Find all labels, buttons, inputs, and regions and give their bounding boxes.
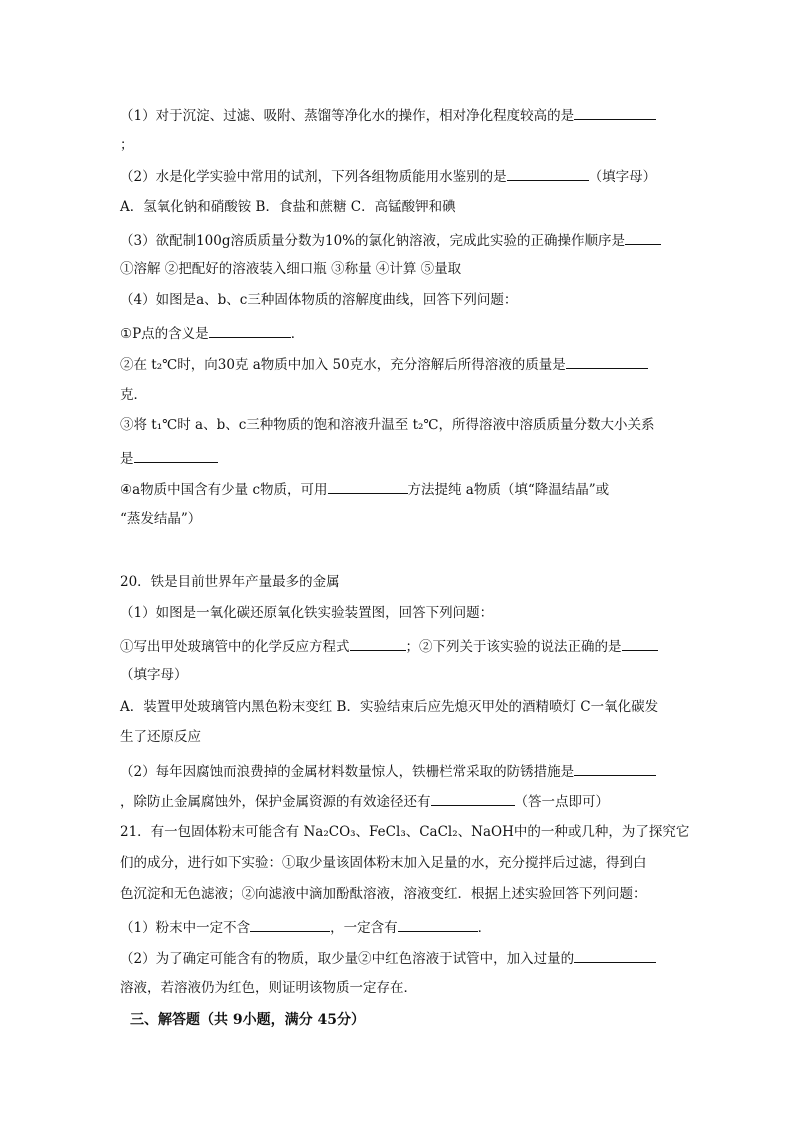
q19-part4-4 xyxy=(120,479,609,499)
q20-part1-a-mid: ；②下列关于该实验的说法正确的是 xyxy=(405,639,622,655)
answer-blank[interactable] xyxy=(250,917,330,932)
answer-blank[interactable] xyxy=(574,948,656,963)
q20-part1-a-text: ①写出甲处玻璃管中的化学反应方程式 xyxy=(120,639,350,655)
q20-part1: （1）如图是一氧化碳还原氧化铁实验装置图，回答下列问题： xyxy=(120,605,494,621)
q19-part2-suffix: （填字母） xyxy=(588,169,657,185)
q19-part4-2-end: 克． xyxy=(120,387,147,403)
q20-part2-text: （2）每年因腐蚀而浪费掉的金属材料数量惊人，铁栅栏常采取的防锈措施是 xyxy=(120,764,575,780)
q21-line2: 们的成分，进行如下实验：①取少量该固体粉末加入足量的水，充分搅拌后过滤，得到白 xyxy=(120,855,647,871)
q19-part4-4-text: ④a物质中国含有少量 c物质，可用 xyxy=(120,482,328,498)
q21-part2-end: 溶液，若溶液仍为红色，则证明该物质一定存在． xyxy=(120,980,417,996)
q20-part1-options-cont: 生了还原反应 xyxy=(120,729,201,745)
q19-part2-text: （2）水是化学实验中常用的试剂，下列各组物质能用水鉴别的是 xyxy=(120,169,507,185)
q21-part2 xyxy=(120,948,656,968)
answer-blank[interactable] xyxy=(209,323,291,338)
answer-blank[interactable] xyxy=(134,448,218,463)
q19-part4-2 xyxy=(120,354,648,374)
q19-part2-options: A．氢氧化钠和硝酸铵 B．食盐和蔗糖 C．高锰酸钾和碘 xyxy=(120,199,456,215)
answer-blank[interactable] xyxy=(350,636,406,651)
q20-part1-options: A．装置甲处玻璃管内黑色粉末变红 B．实验结束后应先熄灭甲处的酒精喷灯 C一氧化碳发 xyxy=(120,699,659,715)
q19-part1 xyxy=(120,105,656,125)
q19-part4-3-cont xyxy=(120,448,218,468)
q20-part1-a-end: （填字母） xyxy=(120,667,188,683)
answer-blank[interactable] xyxy=(566,354,648,369)
q21-part1-mid: ，一定含有 xyxy=(330,920,398,936)
q19-part4-1-suffix: ． xyxy=(290,326,305,342)
q21-part2-text: （2）为了确定可能含有的物质，取少量②中红色溶液于试管中，加入过量的 xyxy=(120,951,575,967)
answer-blank[interactable] xyxy=(328,479,408,494)
q20-part2-cont-text: ，除防止金属腐蚀外，保护金属资源的有效途径还有 xyxy=(120,794,431,810)
q19-part4-4-suffix: 方法提纯 a物质（填“降温结晶”或 xyxy=(407,482,610,498)
q21-part1 xyxy=(120,917,491,937)
q20-part2 xyxy=(120,761,656,781)
q20-part2-cont xyxy=(120,791,609,811)
q19-part4-3-cont-text: 是 xyxy=(120,451,134,467)
q20-part2-end: （答一点即可） xyxy=(514,794,609,810)
q19-part1-end: ； xyxy=(120,137,134,153)
q20-part1-a xyxy=(120,636,658,656)
q19-part4-1-text: ①P点的含义是 xyxy=(120,326,209,342)
q19-part1-text: （1）对于沉淀、过滤、吸附、蒸馏等净化水的操作，相对净化程度较高的是 xyxy=(120,108,575,124)
q19-part3 xyxy=(120,230,661,250)
answer-blank[interactable] xyxy=(622,636,658,651)
q19-part4-1 xyxy=(120,323,304,343)
q21-line3: 色沉淀和无色滤液；②向滤液中滴加酚酞溶液，溶液变红．根据上述实验回答下列问题： xyxy=(120,886,647,902)
answer-blank[interactable] xyxy=(574,105,656,120)
q21-part1-text: （1）粉末中一定不含 xyxy=(120,920,251,936)
answer-blank[interactable] xyxy=(398,917,478,932)
q19-part4-4-end: “蒸发结晶”） xyxy=(120,511,202,527)
answer-blank[interactable] xyxy=(625,230,661,245)
q21-part1-end: ． xyxy=(477,920,492,936)
answer-blank[interactable] xyxy=(574,761,656,776)
section-heading: 三、解答题（共 9小题，满分 45分） xyxy=(130,1012,365,1028)
answer-blank[interactable] xyxy=(431,791,515,806)
q20-title: 20．铁是目前世界年产量最多的金属 xyxy=(120,574,340,590)
q19-part4-3: ③将 t₁℃时 a、b、c三种物质的饱和溶液升温至 t₂℃，所得溶液中溶质质量分数大小关系 xyxy=(120,417,655,433)
q19-part2 xyxy=(120,166,656,186)
q19-part4-2-text: ②在 t₂℃时，向30克 a物质中加入 50克水，充分溶解后所得溶液的质量是 xyxy=(120,357,566,373)
answer-blank[interactable] xyxy=(507,166,589,181)
q19-part4: （4）如图是a、b、c三种固体物质的溶解度曲线，回答下列问题： xyxy=(120,292,518,308)
q19-part3-options: ①溶解 ②把配好的溶液装入细口瓶 ③称量 ④计算 ⑤量取 xyxy=(120,261,462,277)
q19-part3-text: （3）欲配制100g溶质质量分数为10%的氯化钠溶液，完成此实验的正确操作顺序是 xyxy=(120,233,626,249)
q21-line1: 21．有一包固体粉末可能含有 Na₂CO₃、FeCl₃、CaCl₂、NaOH中的一种或几种，为了探究它 xyxy=(120,824,690,840)
